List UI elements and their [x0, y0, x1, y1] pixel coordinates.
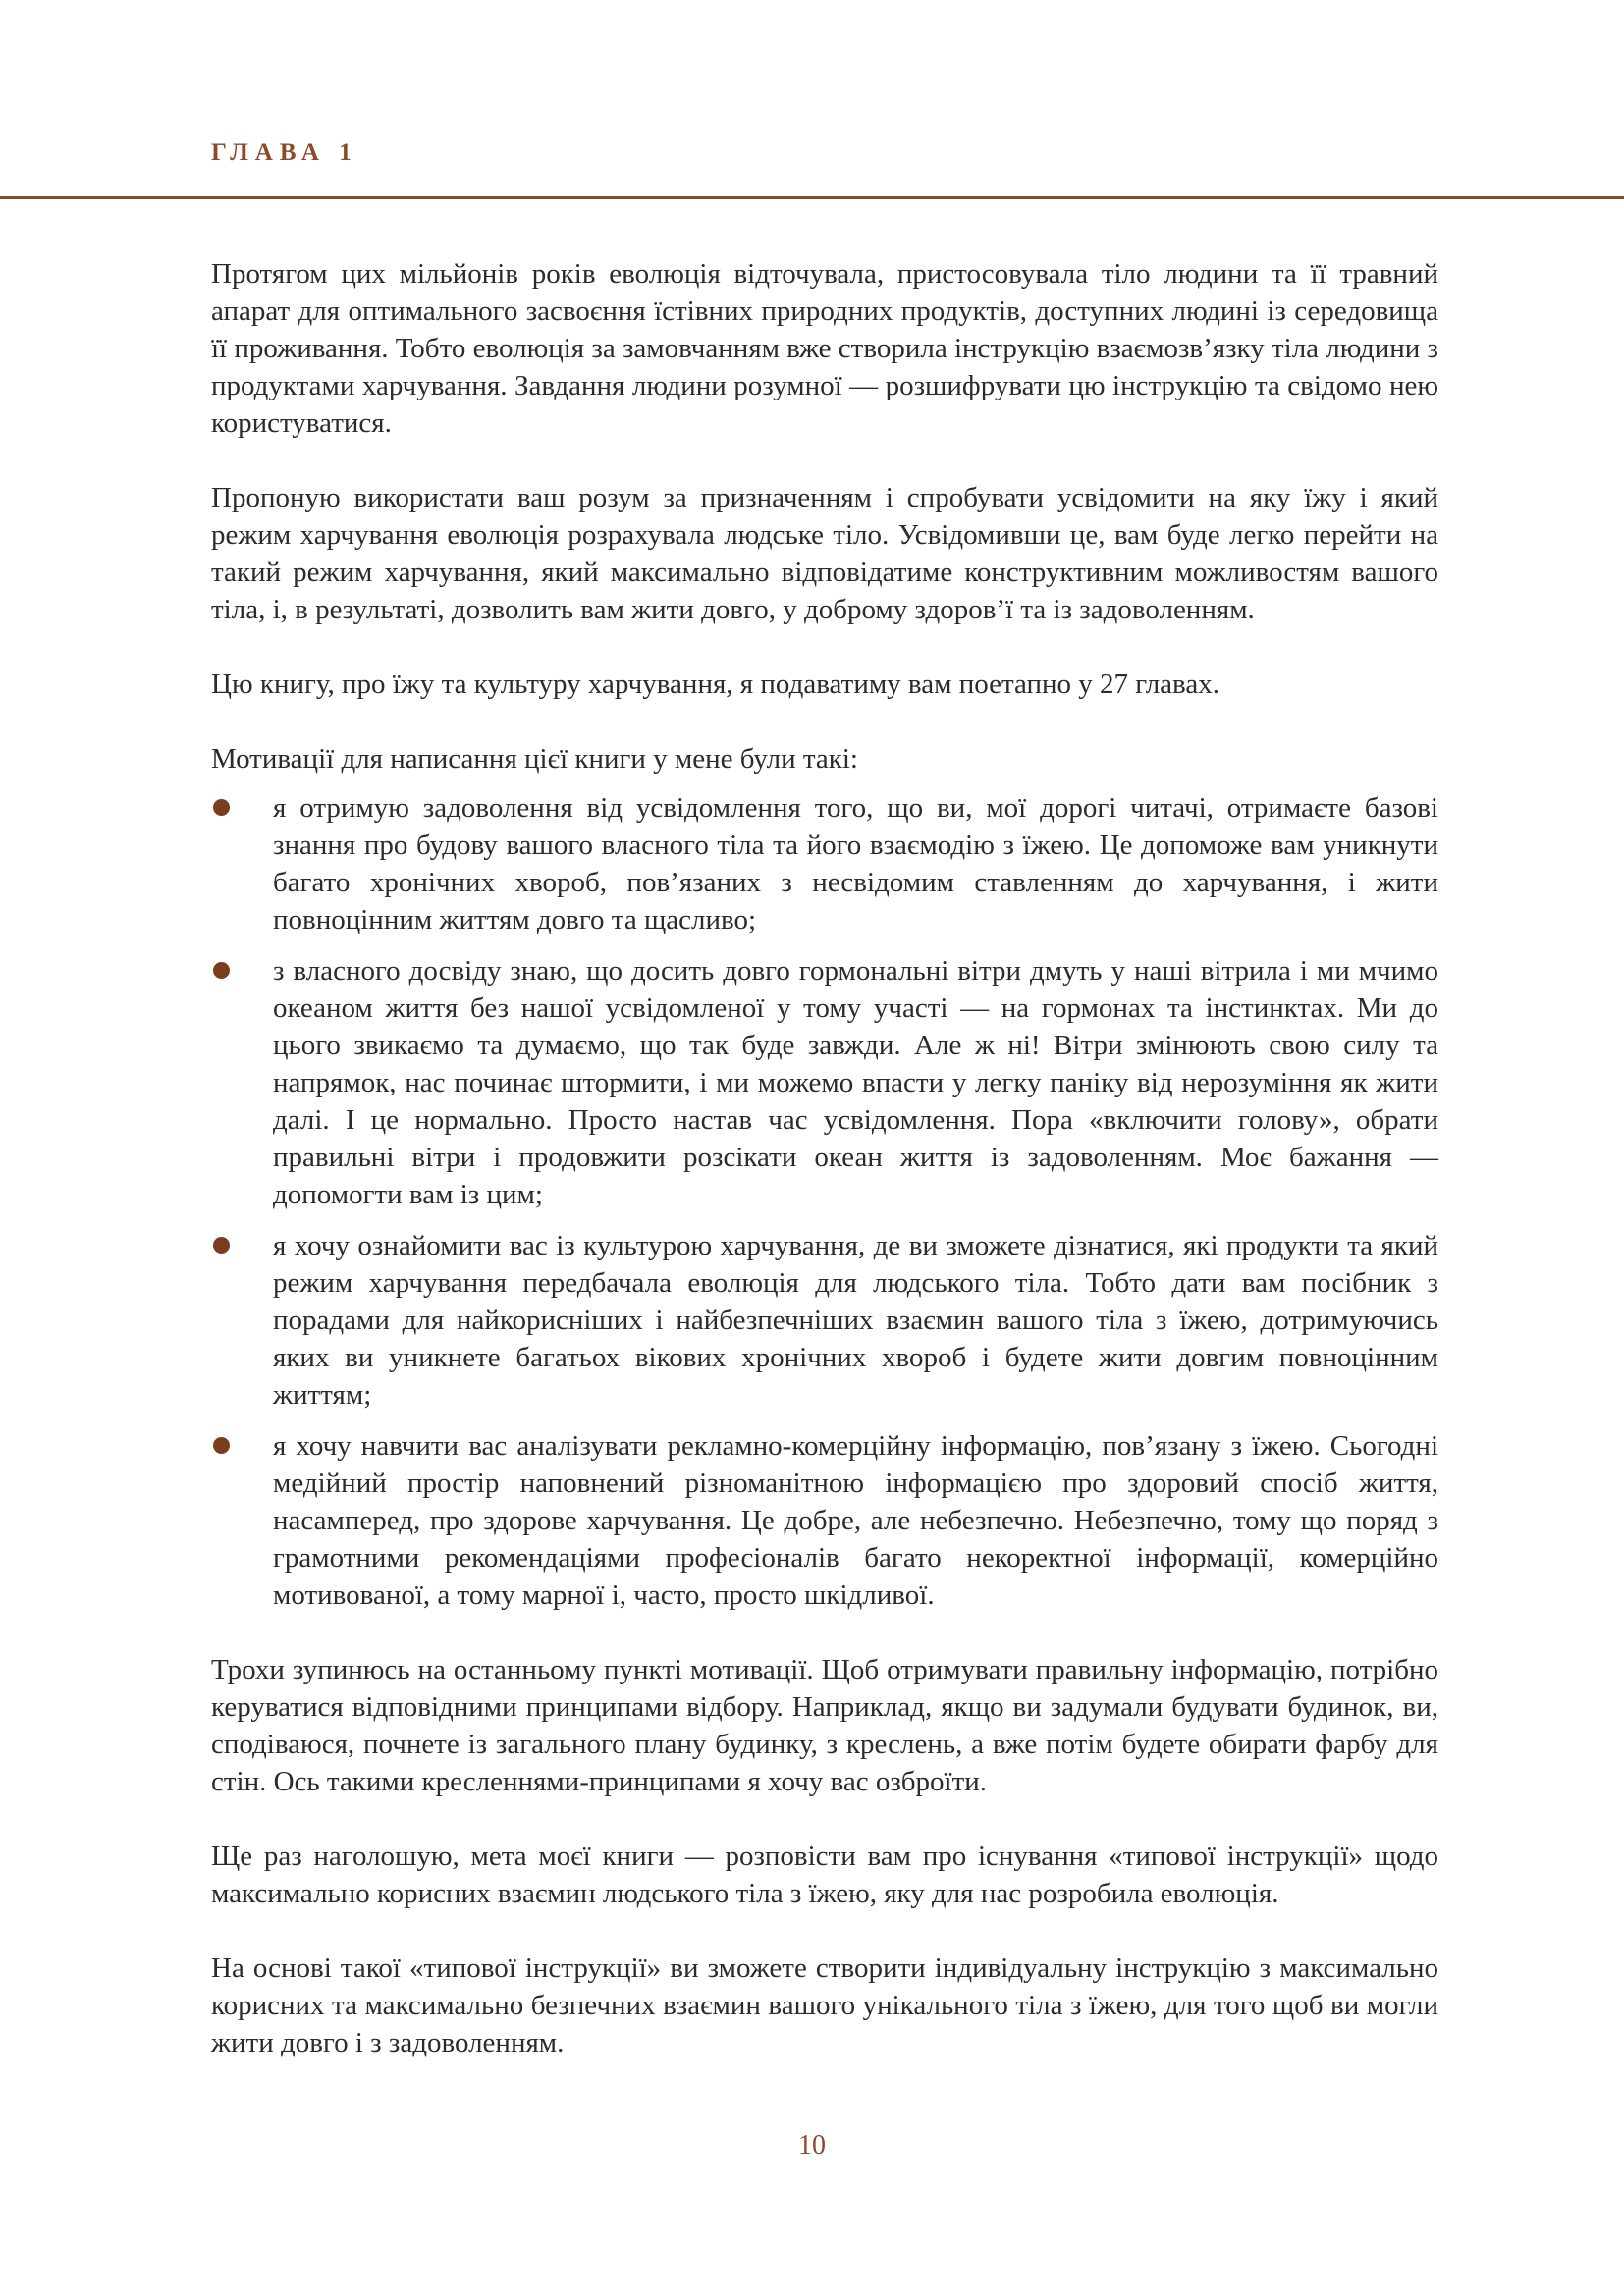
bullet-icon	[213, 1437, 230, 1454]
bullet-icon	[213, 1237, 230, 1254]
paragraph: Мотивації для написання цієї книги у мене були такі:	[211, 743, 858, 774]
list-item	[211, 789, 1438, 938]
list-item-text: я хочу навчити вас аналізувати рекламно-комерційну інформацію, пов’язану з їжею. Сьогодні медійний простір наповнений різноманітною інформацією про здоровий спосіб життя, насамперед, про здорове харчування. Це добре, але небезпечно. Небезпечно, тому що поряд з грамотними рекомендаціями професіоналів багато некоректної інформації, комерційно мотивованої, а тому марної і, часто, просто шкідливої.	[273, 1430, 1438, 1611]
list-item-text: я отримую задоволення від усвідомлення того, що ви, мої дорогі читачі, отримаєте базові знання про будову вашого власного тіла та його взаємодію з їжею. Це допоможе вам уникнути багато хронічних хвороб, пов’язаних з несвідомим ставленням до харчування, і жити повноцінним життям довго та щасливо;	[273, 792, 1438, 935]
list-item-text: я хочу ознайомити вас із культурою харчування, де ви зможете дізнатися, які продукти та який режим харчування передбачала еволюція для людського тіла. Тобто дати вам посібник з порадами для найкорисніших і найбезпечніших взаємин вашого тіла з їжею, дотримуючись яких ви уникнете багатьох вікових хронічних хвороб і будете жити довгим повноцінним життям;	[273, 1230, 1438, 1411]
paragraph: Пропоную використати ваш розум за призначенням і спробувати усвідомити на яку їжу і який режим харчування еволюція розрахувала людське тіло. Усвідомивши це, вам буде легко перейти на такий режим харчування, який максимально відповідатиме конструктивним можливостям вашого тіла, і, в результаті, дозволить вам жити довго, у доброму здоров’ї та із задоволенням.	[211, 482, 1438, 625]
chapter-running-head: ГЛАВА 1	[211, 139, 358, 166]
body-text	[211, 255, 1438, 2099]
bullet-icon	[213, 962, 230, 979]
list-item	[211, 1427, 1438, 1614]
list-item	[211, 1227, 1438, 1414]
list-item-text: з власного досвіду знаю, що досить довго гормональні вітри дмуть у наші вітрила і ми мчимо океаном життя без нашої усвідомленої у тому участі — на гормонах та інстинктах. Ми до цього звикаємо та думаємо, що так буде завжди. Але ж ні! Вітри змінюють свою силу та напрямок, нас починає штормити, і ми можемо впасти у легку паніку від нерозуміння як жити далі. І це нормально. Просто настав час усвідомлення. Пора «включити голову», обрати правильні вітри і продовжити розсікати океан життя із задоволенням. Моє бажання — допомогти вам із цим;	[273, 955, 1438, 1210]
list-item	[211, 952, 1438, 1213]
paragraph: Цю книгу, про їжу та культуру харчування, я подаватиму вам поетапно у 27 главах.	[211, 668, 1219, 700]
paragraph: Протягом цих мільйонів років еволюція відточувала, пристосовувала тіло людини та її травний апарат для оптимального засвоєння їстівних природних продуктів, доступних людині із середовища її проживання. Тобто еволюція за замовчанням вже створила інструкцію взаємозв’язку тіла людини з продуктами харчування. Завдання людини розумної — розшифрувати цю інструкцію та свідомо нею користуватися.	[211, 258, 1438, 439]
paragraph: Трохи зупинюсь на останньому пункті мотивації. Щоб отримувати правильну інформацію, потрібно керуватися відповідними принципами відбору. Наприклад, якщо ви задумали будувати будинок, ви, сподіваюся, почнете із загального плану будинку, з креслень, а вже потім будете обирати фарбу для стін. Ось такими кресленнями-принципами я хочу вас озброїти.	[211, 1654, 1438, 1797]
header-rule	[0, 196, 1624, 199]
bullet-icon	[213, 799, 230, 816]
paragraph: Ще раз наголошую, мета моєї книги — розповісти вам про існування «типової інструкції» щодо максимально корисних взаємин людського тіла з їжею, яку для нас розробила еволюція.	[211, 1841, 1438, 1909]
motivation-list	[211, 789, 1438, 1614]
paragraph: На основі такої «типової інструкції» ви зможете створити індивідуальну інструкцію з максимально корисних та максимально безпечних взаємин вашого унікального тіла з їжею, для того щоб ви могли жити довго і з задоволенням.	[211, 1952, 1438, 2058]
page-number: 10	[798, 2130, 826, 2161]
